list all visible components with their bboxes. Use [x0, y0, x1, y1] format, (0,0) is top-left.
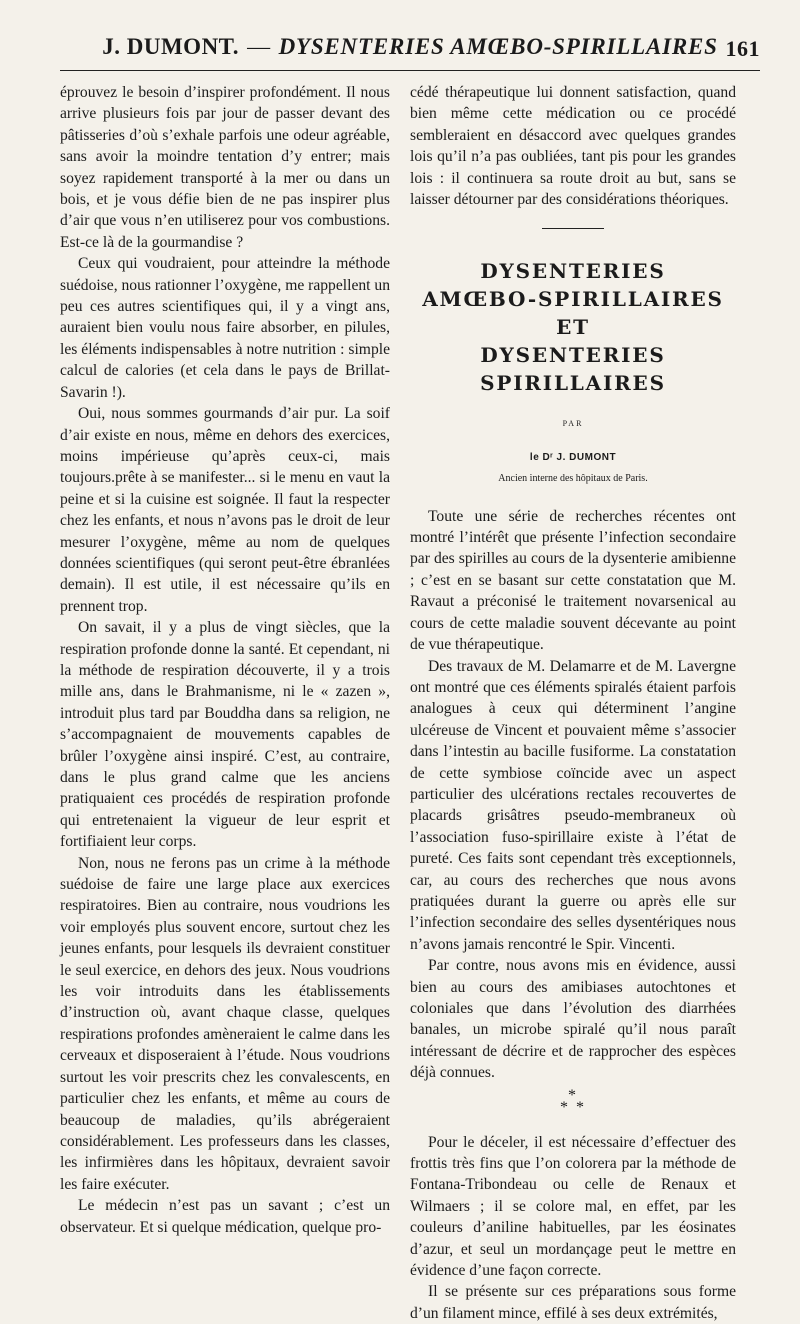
- right-continuation-paragraph: cédé thérapeutique lui donnent satisfaction, quand bien même cette médication ou ce procédé sembleraient en désaccord avec quelques grandes lois qu’il n’a pas oubliées, tant pis pour les grandes lois : il continuera sa route droit au but, sans se laisser détourner par des considérations théoriques.: [410, 84, 736, 209]
- asterism-top: *: [568, 1086, 578, 1104]
- page-number: 161: [725, 36, 760, 61]
- asterism-bottom: * *: [560, 1098, 586, 1116]
- left-paragraph-3: Oui, nous sommes gourmands d’air pur. La soif d’air existe en nous, même en dehors des exercices, moins impérieuse qu’après ceux-ci, mais toujours.prête à se manifester... si le menu en vaut la peine et si la cuisine est soignée. Il faut la respecter chez les enfants, et nous n’avons pas le droit de leur mesurer l’oxygène, même au nom de quelques données scientifiques (qui seront peut-être ébranlées demain). Il est utile, il est nécessaire qu’ils en prennent trop.: [60, 405, 390, 615]
- article-title-line-3: DYSENTERIES SPIRILLAIRES: [480, 343, 666, 396]
- article-title-line-1: DYSENTERIES: [480, 259, 666, 284]
- left-paragraph-6: Le médecin n’est pas un savant ; c’est un observateur. Et si quelque médication, quelque pro-: [60, 1197, 390, 1236]
- byline-par: PAR: [562, 419, 584, 429]
- byline-author: le Dʳ J. DUMONT: [529, 451, 617, 463]
- running-head: [60, 34, 760, 71]
- right-paragraph-3: Par contre, nous avons mis en évidence, aussi bien au cours des amibiases autochtones et coloniales que dans l’évolution des diarrhées banales, un microbe spiralé qu’il nous paraît intéressant de décrire et de rapprocher des espèces déjà connues.: [410, 957, 736, 1082]
- right-paragraph-4: Pour le déceler, il est nécessaire d’effectuer des frottis très fins que l’on colorera par la méthode de Fontana-Tribondeau ou celle de Renaux et Wilmaers ; il se colore mal, en effet, par les couleurs d’aniline habituelles, par les éosinates d’azur, et seul un mordançage peut le mettre en évidence d’une façon correcte.: [410, 1133, 736, 1280]
- running-head-author: J. DUMONT.: [102, 34, 240, 59]
- article-title: [410, 257, 736, 397]
- running-head-title: DYSENTERIES AMŒBO-SPIRILLAIRES: [278, 34, 718, 59]
- left-paragraph-5: Non, nous ne ferons pas un crime à la méthode suédoise de faire une large place aux exercices respiratoires. Bien au contraire, nous voudrions les voir employés plus souvent encore, surtout chez les jeunes enfants, pour lesquels ils devraient constituer le seul exercice, en dehors des jeux. Nous voudrions les voir introduits dans les établissements d’instruction où, avant chaque classe, quelques respirations profondes amèneraient le calme dans les cerveaux et disposeraient à l’étude. Nous voudrions surtout les voir prescrits chez les convalescents, en particulier chez les enfants, et même au cours de beaucoup de maladies, qu’ils abrégeraient considérablement. Les professeurs dans les classes, les infirmières dans les hôpitaux, devraient savoir les faire exécuter.: [60, 854, 390, 1193]
- asterism-separator: [410, 1086, 736, 1116]
- left-column: [60, 82, 390, 1238]
- article-title-line-2: AMŒBO-SPIRILLAIRES ET: [422, 287, 724, 340]
- left-paragraph-2: Ceux qui voudraient, pour atteindre la méthode suédoise, nous rationner l’oxygène, me rappellent un peu ces autres scientifiques qui, il y a vingt ans, auraient bien voulu nous faire absorber, en pilules, les éléments indispensables à notre nutrition : simple calcul de calories (et cela dans le pays de Brillat-Savarin !).: [60, 255, 390, 401]
- right-column: [410, 82, 736, 1324]
- byline-affiliation: Ancien interne des hôpitaux de Paris.: [498, 473, 648, 485]
- running-head-separator: —: [247, 34, 271, 59]
- right-paragraph-5: Il se présente sur ces préparations sous forme d’un filament mince, effilé à ses deux extrémités,: [410, 1283, 736, 1322]
- left-paragraph-1: éprouvez le besoin d’inspirer profondément. Il nous arrive plusieurs fois par jour de passer devant des pâtisseries d’où s’exhale parfois une odeur agréable, sans avoir la moindre tentation d’y entrer; mais soyez rapidement transporté à la mer ou dans un bois, et je vous défie bien de ne pas inspirer plus d’air que vous n’en utiliserez pour vos combustions. Est-ce là de la gourmandise ?: [60, 84, 390, 251]
- section-divider: [542, 228, 604, 229]
- right-paragraph-2: Des travaux de M. Delamarre et de M. Lavergne ont montré que ces éléments spiralés étaient parfois analogues à ceux qui déterminent l’angine ulcéreuse de Vincent et pouvaient même s’associer dans l’intestin au bacille fusiforme. La constatation de cette symbiose coïncide avec un aspect particulier des ulcérations rectales recouvertes de placards grisâtres pseudo-membraneux où l’association fuso-spirillaire existe à l’état de pureté. Ces faits sont cependant très exceptionnels, car, au cours des recherches que nous avons pratiquées durant la guerre ou après elle sur l’infection secondaire des selles dysentériques nous n’avons jamais rencontré le Spir. Vincenti.: [410, 657, 736, 953]
- left-paragraph-4: On savait, il y a plus de vingt siècles, que la respiration profonde donne la santé. Et cependant, ni la méthode de respiration découverte, il y a trois mille ans, dans le Brahmanisme, ni le « zazen », introduit plus tard par Bouddha dans sa religion, ne s’accompagnaient de mouvements capables de brûler l’oxygène ainsi inspiré. C’est, au contraire, dans le plus grand calme que les anciens pratiquaient ces procédés de respiration profonde qui entretenaient la vigueur de leur esprit et fortifiaient leur corps.: [60, 619, 390, 851]
- right-paragraph-1: Toute une série de recherches récentes ont montré l’intérêt que présente l’infection secondaire par des spirilles au cours de la dysenterie amibienne ; c’est en se basant sur cette constatation que M. Ravaut a préconisé le traitement novarsenical au cours de cette maladie souvent décevante au point de vue thérapeutique.: [410, 507, 736, 654]
